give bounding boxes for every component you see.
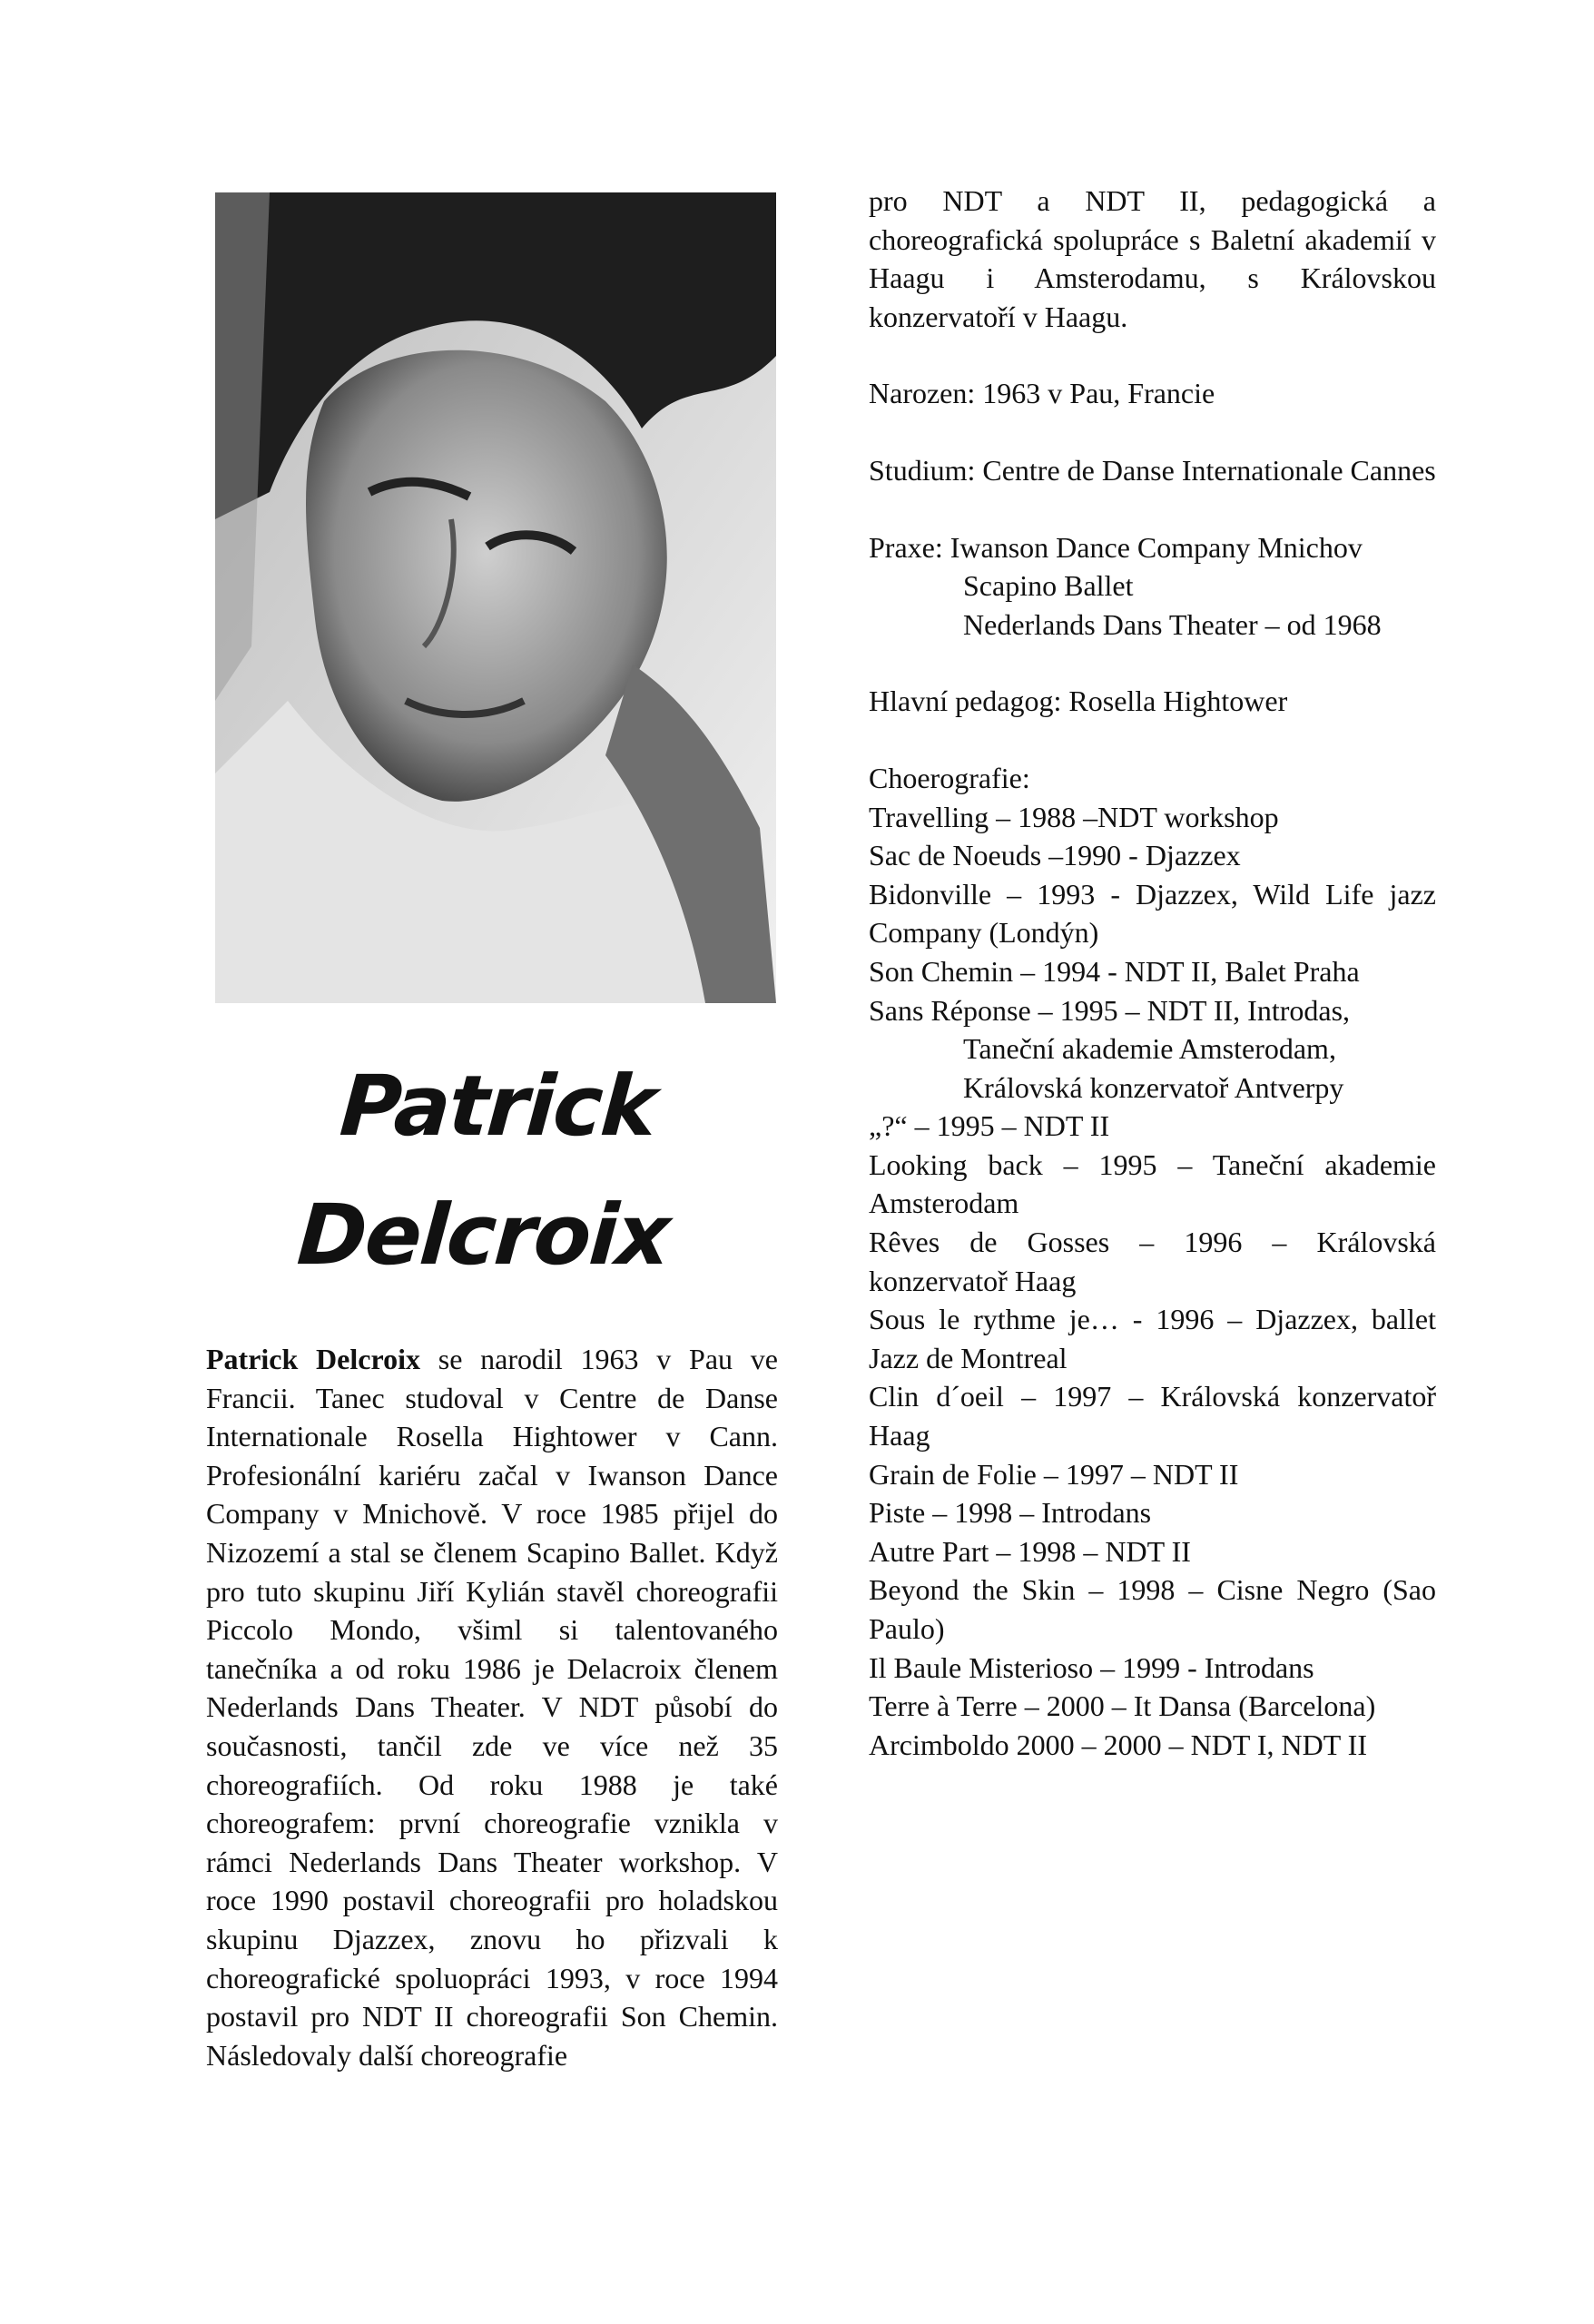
practice-item: Nederlands Dans Theater – od 1968 xyxy=(963,607,1382,641)
choreo-item: Arcimboldo 2000 – 2000 – NDT I, NDT II xyxy=(869,1728,1367,1761)
study-line: Studium: Centre de Danse Internationale Cannes xyxy=(869,453,1436,487)
choreo-item: Taneční akademie Amsterodam, xyxy=(963,1032,1336,1066)
portrait-image xyxy=(215,192,776,1003)
choreo-item: Travelling – 1988 –NDT workshop xyxy=(869,800,1279,833)
right-column xyxy=(869,182,1436,1764)
choreo-item: Il Baule Misterioso – 1999 - Introdans xyxy=(869,1650,1314,1684)
choreo-item: Grain de Folie – 1997 – NDT II xyxy=(869,1457,1239,1491)
choreo-item: Sac de Noeuds –1990 - Djazzex xyxy=(869,839,1241,872)
bio-lead-name: Patrick Delcroix xyxy=(206,1343,420,1375)
practice-line-0 xyxy=(869,528,1436,567)
choreo-item: Looking back – 1995 – Taneční akademie Amsterodam xyxy=(869,1147,1436,1220)
choreo-item: Autre Part – 1998 – NDT II xyxy=(869,1534,1191,1568)
choreo-item: Královská konzervatoř Antverpy xyxy=(963,1070,1344,1104)
teacher-line: Hlavní pedagog: Rosella Hightower xyxy=(869,684,1288,718)
name-last: Delcroix xyxy=(294,1187,673,1284)
choreo-item: Bidonville – 1993 - Djazzex, Wild Life jazz Company (Londýn) xyxy=(869,877,1436,950)
name-first: Patrick xyxy=(337,1058,659,1155)
bio-paragraph xyxy=(206,1340,778,2074)
choreo-item: Son Chemin – 1994 - NDT II, Balet Praha xyxy=(869,954,1360,988)
practice-item: Scapino Ballet xyxy=(963,569,1134,603)
choreo-item: Terre à Terre – 2000 – It Dansa (Barcelona) xyxy=(869,1689,1376,1723)
practice-label: Praxe: xyxy=(869,530,950,564)
portrait-photo xyxy=(215,192,776,1003)
choreo-label: Choerografie: xyxy=(869,761,1030,794)
choreo-item: Rêves de Gosses – 1996 – Královská konzervatoř Haag xyxy=(869,1226,1436,1297)
choreo-item: Clin d´oeil – 1997 – Královská konzervatoř Haag xyxy=(869,1380,1436,1452)
choreo-item: Piste – 1998 – Introdans xyxy=(869,1496,1152,1530)
bio-text: se narodil 1963 v Pau ve Francii. Tanec studoval v Centre de Danse Internationale Rosella Hightower v Cann. Profesionální kariéru začal v Iwanson Dance Company v Mnichově. V roce 1985 přijel do Nizozemí a stal se členem Scapino Ballet. Když pro tuto skupinu Jiří Kylián stavěl choreografii Piccolo Mondo, všiml si talentovaného tanečníka a od roku 1986 je Delacroix členem Nederlands Dans Theater. V NDT působí do současnosti, tančil zde ve více než 35 choreografiích. Od roku 1988 je také choreografem: první choreografie vznikla v rámci Nederlands Dans Theater workshop. V roce 1990 postavil choreografii pro holadskou skupinu Djazzex, znovu ho přizvali k choreografické spoluopráci 1993, v roce 1994 postavil pro NDT II choreografii Son Chemin. Následovaly další choreografie xyxy=(206,1343,779,2072)
practice-item: Iwanson Dance Company Mnichov xyxy=(950,530,1363,564)
choreo-item: „?“ – 1995 – NDT II xyxy=(869,1109,1110,1143)
born-line: Narozen: 1963 v Pau, Francie xyxy=(869,377,1215,410)
choreo-item: Sans Réponse – 1995 – NDT II, Introdas, xyxy=(869,993,1351,1027)
intro-text: pro NDT a NDT II, pedagogická a choreografická spolupráce s Baletní akademií v Haagu i Amsterodamu, s Královskou konzervatoří v Haagu. xyxy=(869,184,1436,333)
choreo-item: Beyond the Skin – 1998 – Cisne Negro (Sao Paulo) xyxy=(869,1573,1436,1645)
choreo-item: Sous le rythme je… - 1996 – Djazzex, ballet Jazz de Montreal xyxy=(869,1303,1436,1374)
